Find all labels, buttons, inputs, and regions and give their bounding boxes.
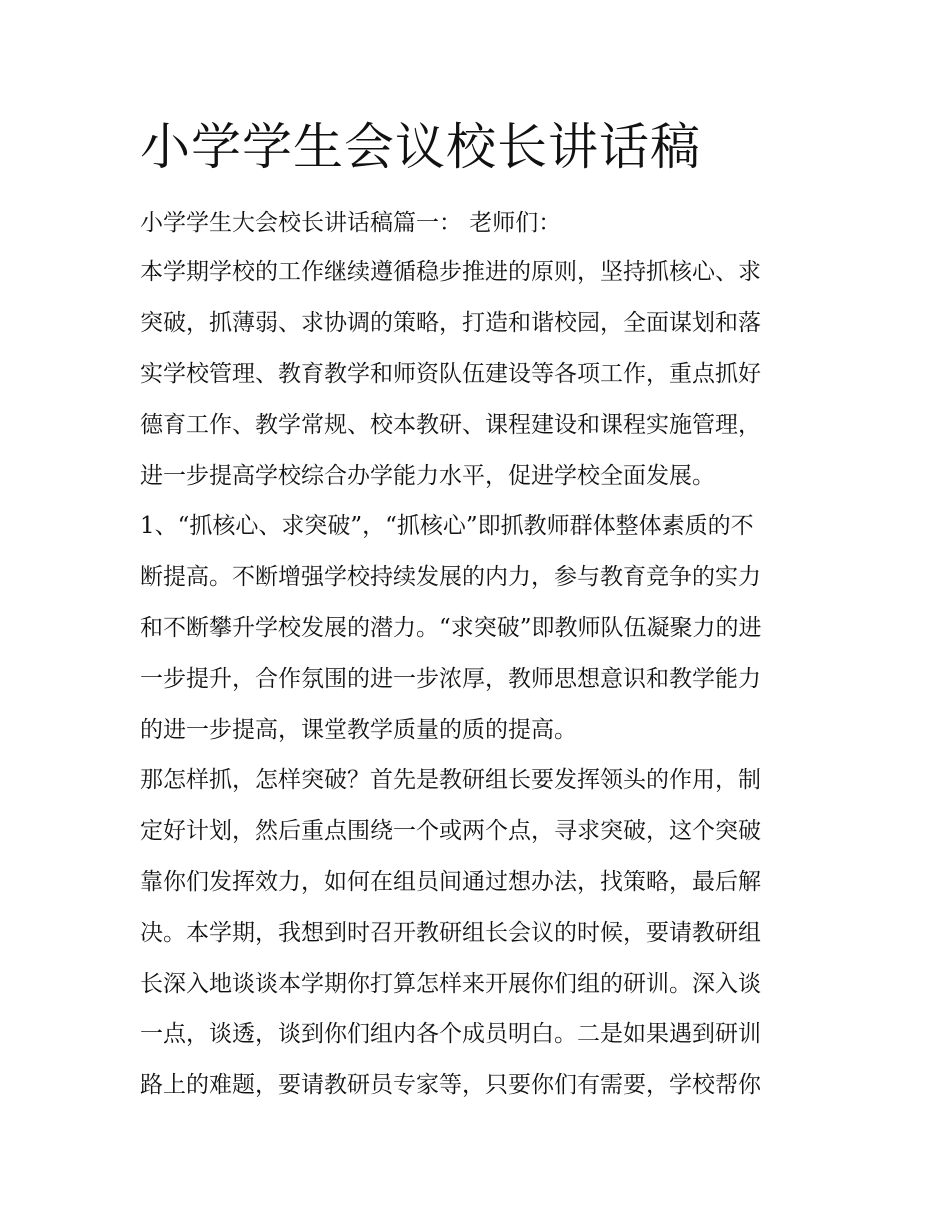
- body-line: 长深入地谈谈本学期你打算怎样来开展你们组的研训。深入谈: [140, 971, 761, 997]
- body-line: 本学期学校的工作继续遵循稳步推进的原则，坚持抓核心、求: [140, 259, 761, 285]
- body-line: 靠你们发挥效力，如何在组员间通过想办法，找策略，最后解: [140, 869, 761, 895]
- body-line: 一点，谈透，谈到你们组内各个成员明白。二是如果遇到研训: [140, 1021, 761, 1047]
- body-line: 突破，抓薄弱、求协调的策略，打造和谐校园，全面谋划和落: [140, 310, 761, 336]
- body-line: 那怎样抓，怎样突破？首先是教研组长要发挥领头的作用，制: [140, 767, 761, 793]
- body-line: 定好计划，然后重点围绕一个或两个点，寻求突破，这个突破: [140, 818, 761, 844]
- body-line: 1、“抓核心、求突破”，“抓核心”即抓教师群体整体素质的不: [140, 513, 754, 539]
- body-line: 决。本学期，我想到时召开教研组长会议的时候，要请教研组: [140, 920, 761, 946]
- body-line: 实学校管理、教育教学和师资队伍建设等各项工作，重点抓好: [140, 361, 761, 387]
- body-line: 路上的难题，要请教研员专家等，只要你们有需要，学校帮你: [140, 1072, 761, 1098]
- body-line: 和不断攀升学校发展的潜力。“求突破”即教师队伍凝聚力的进: [140, 615, 762, 641]
- document-subtitle: 小学学生大会校长讲话稿篇一： 老师们：: [140, 210, 562, 236]
- body-line: 断提高。不断增强学校持续发展的内力，参与教育竞争的实力: [140, 564, 761, 590]
- body-line: 进一步提高学校综合办学能力水平，促进学校全面发展。: [140, 463, 715, 489]
- body-line: 一步提升，合作氛围的进一步浓厚，教师思想意识和教学能力: [140, 666, 761, 692]
- body-line: 德育工作、教学常规、校本教研、课程建设和课程实施管理，: [140, 412, 761, 438]
- body-line: 的进一步提高，课堂教学质量的质的提高。: [140, 717, 577, 743]
- document-title: 小学学生会议校长讲话稿: [140, 118, 701, 176]
